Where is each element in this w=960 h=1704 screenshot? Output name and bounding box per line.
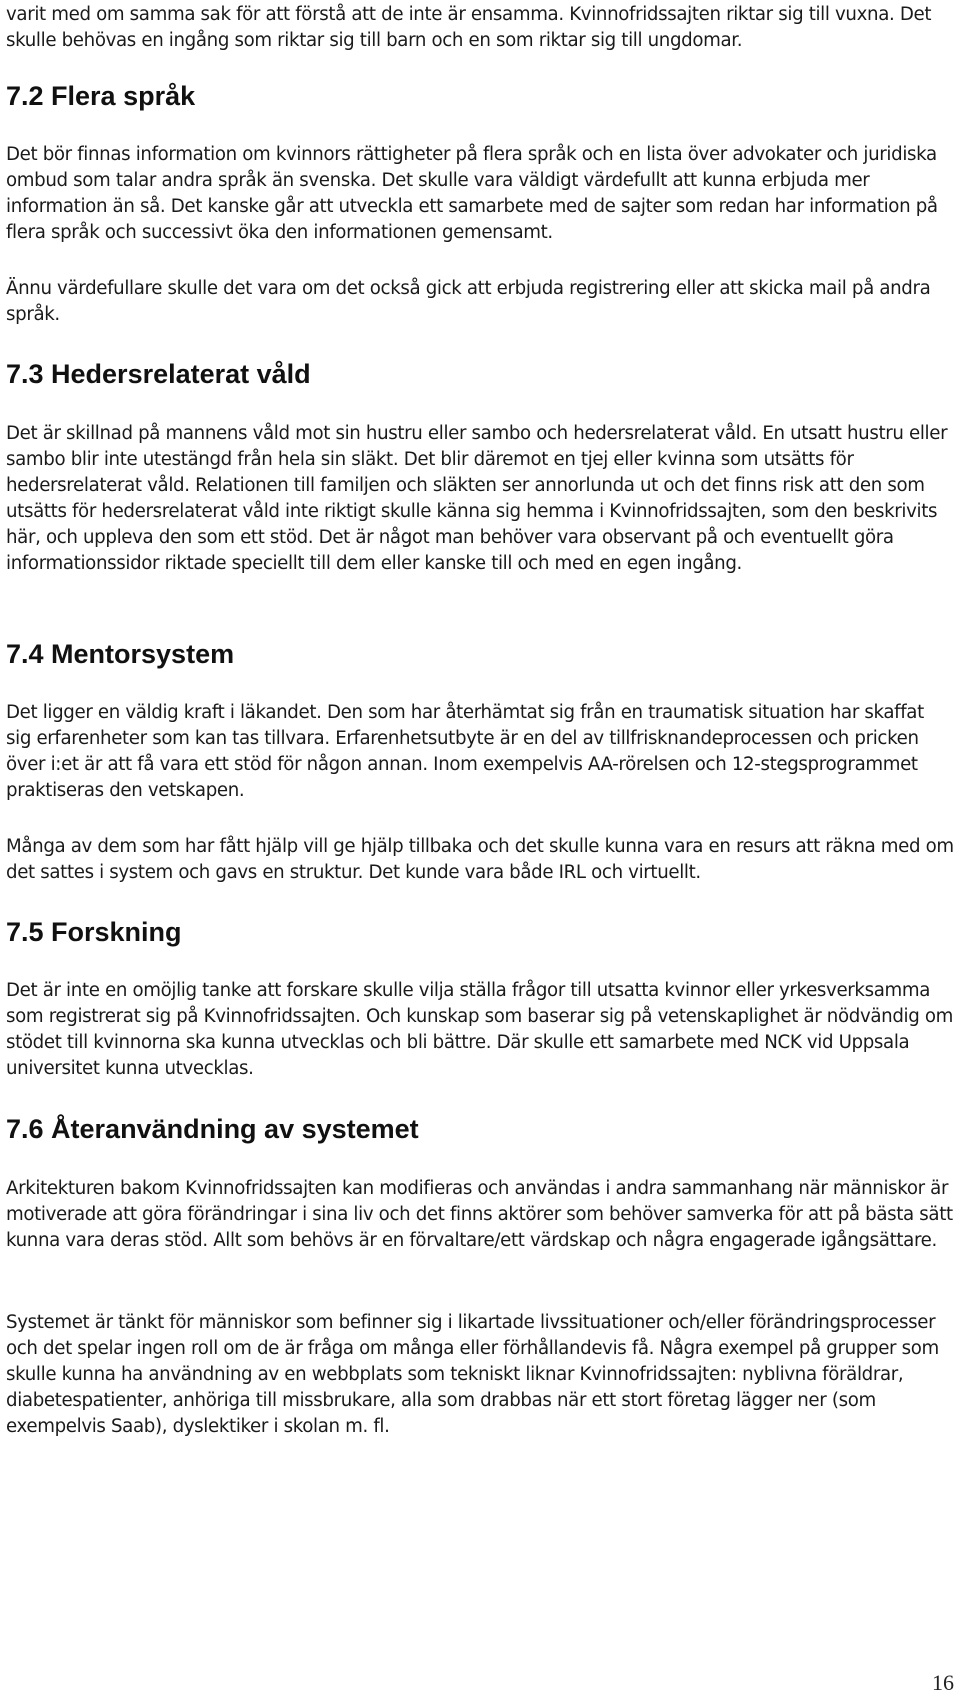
intro-paragraph-block [6,2,954,54]
section-heading: 7.6 Återanvändning av systemet [6,1114,419,1144]
intro-paragraph: varit med om samma sak för att förstå att de inte är ensamma. Kvinnofridssajten riktar sig till vuxna. Det skulle behövas en ingång som riktar sig till barn och en som riktar sig till ungdomar. [6,4,932,51]
section-7-3-heading-block [6,358,954,390]
section-7-6-heading-block [6,1113,954,1145]
section-7-4-heading-block [6,638,954,670]
paragraph: Det bör finnas information om kvinnors rättigheter på flera språk och en lista över advokater och juridiska ombud som talar andra språk än svenska. Det skulle vara väldigt värdefullt att kunna erbjuda mer information än så. Det kanske går att utveckla ett samarbete med de sajter som redan har information på flera språk och successivt öka den informationen gemensamt. [6,144,938,243]
section-7-4-paragraph-2-block [6,834,954,886]
paragraph: Det är inte en omöjlig tanke att forskare skulle vilja ställa frågor till utsatta kvinnor eller yrkesverksamma som registrerat sig på Kvinnofridssajten. Och kunskap som baserar sig på vetenskaplighet är nödvändig om stödet till kvinnorna ska kunna utvecklas och bli bättre. Där skulle ett samarbete med NCK vid Uppsala universitet kunna utvecklas. [6,980,954,1079]
paragraph: Många av dem som har fått hjälp vill ge hjälp tillbaka och det skulle kunna vara en resurs att räkna med om det sattes i system och gavs en struktur. Det kunde vara både IRL och virtuellt. [6,836,954,883]
paragraph: Ännu värdefullare skulle det vara om det också gick att erbjuda registrering eller att skicka mail på andra språk. [6,278,931,325]
section-7-5-heading-block [6,916,954,948]
paragraph: Det är skillnad på mannens våld mot sin hustru eller sambo och hedersrelaterat våld. En utsatt hustru eller sambo blir inte utestängd från hela sin släkt. Det blir däremot en tjej eller kvinna som utsätts för hedersrelaterat våld. Relationen till familjen och släkten ser annorlunda ut och det finns risk att den som utsätts för hedersrelaterat våld inte riktigt skulle känna sig hemma i Kvinnofridssajten, som den beskrivits här, och uppleva den som ett stöd. Det är något man behöver vara observant på och eventuellt göra informationssidor riktade speciellt till dem eller kanske till och med en egen ingång. [6,423,948,574]
section-7-2-heading-block [6,80,954,112]
section-heading: 7.4 Mentorsystem [6,639,235,669]
section-7-5-paragraph-1-block [6,978,954,1082]
section-heading: 7.3 Hedersrelaterat våld [6,359,311,389]
paragraph: Systemet är tänkt för människor som befinner sig i likartade livssituationer och/eller förändringsprocesser och det spelar ingen roll om de är fråga om många eller förhållandevis få. Några exempel på grupper som skulle kunna ha användning av en webbplats som tekniskt liknar Kvinnofridssajten: nyblivna föräldrar, diabetespatienter, anhöriga till missbrukare, alla som drabbas när ett stort företag lägger ner (som exempelvis Saab), dyslektiker i skolan m. fl. [6,1312,939,1437]
paragraph: Det ligger en väldig kraft i läkandet. Den som har återhämtat sig från en traumatisk situation har skaffat sig erfarenheter som kan tas tillvara. Erfarenhetsutbyte är en del av tillfrisknandeprocessen och pricken över i:et är att få vara ett stöd för någon annan. Inom exempelvis AA-rörelsen och 12-stegsprogrammet praktiseras den vetskapen. [6,702,924,801]
section-7-2-paragraph-2-block [6,276,954,328]
page-number: 16 [932,1670,954,1695]
paragraph: Arkitekturen bakom Kvinnofridssajten kan modifieras och användas i andra sammanhang när människor är motiverade att göra förändringar i sina liv och det finns aktörer som behöver samverka för att på bästa sätt kunna vara deras stöd. Allt som behövs är en förvaltare/ett värdskap och några engagerade igångsättare. [6,1178,953,1251]
section-heading: 7.5 Forskning [6,917,182,947]
section-heading: 7.2 Flera språk [6,81,196,111]
section-7-6-paragraph-2-block [6,1310,954,1440]
section-7-6-paragraph-1-block [6,1176,954,1254]
section-7-3-paragraph-1-block [6,421,954,577]
section-7-4-paragraph-1-block [6,700,954,804]
section-7-2-paragraph-1-block [6,142,954,246]
